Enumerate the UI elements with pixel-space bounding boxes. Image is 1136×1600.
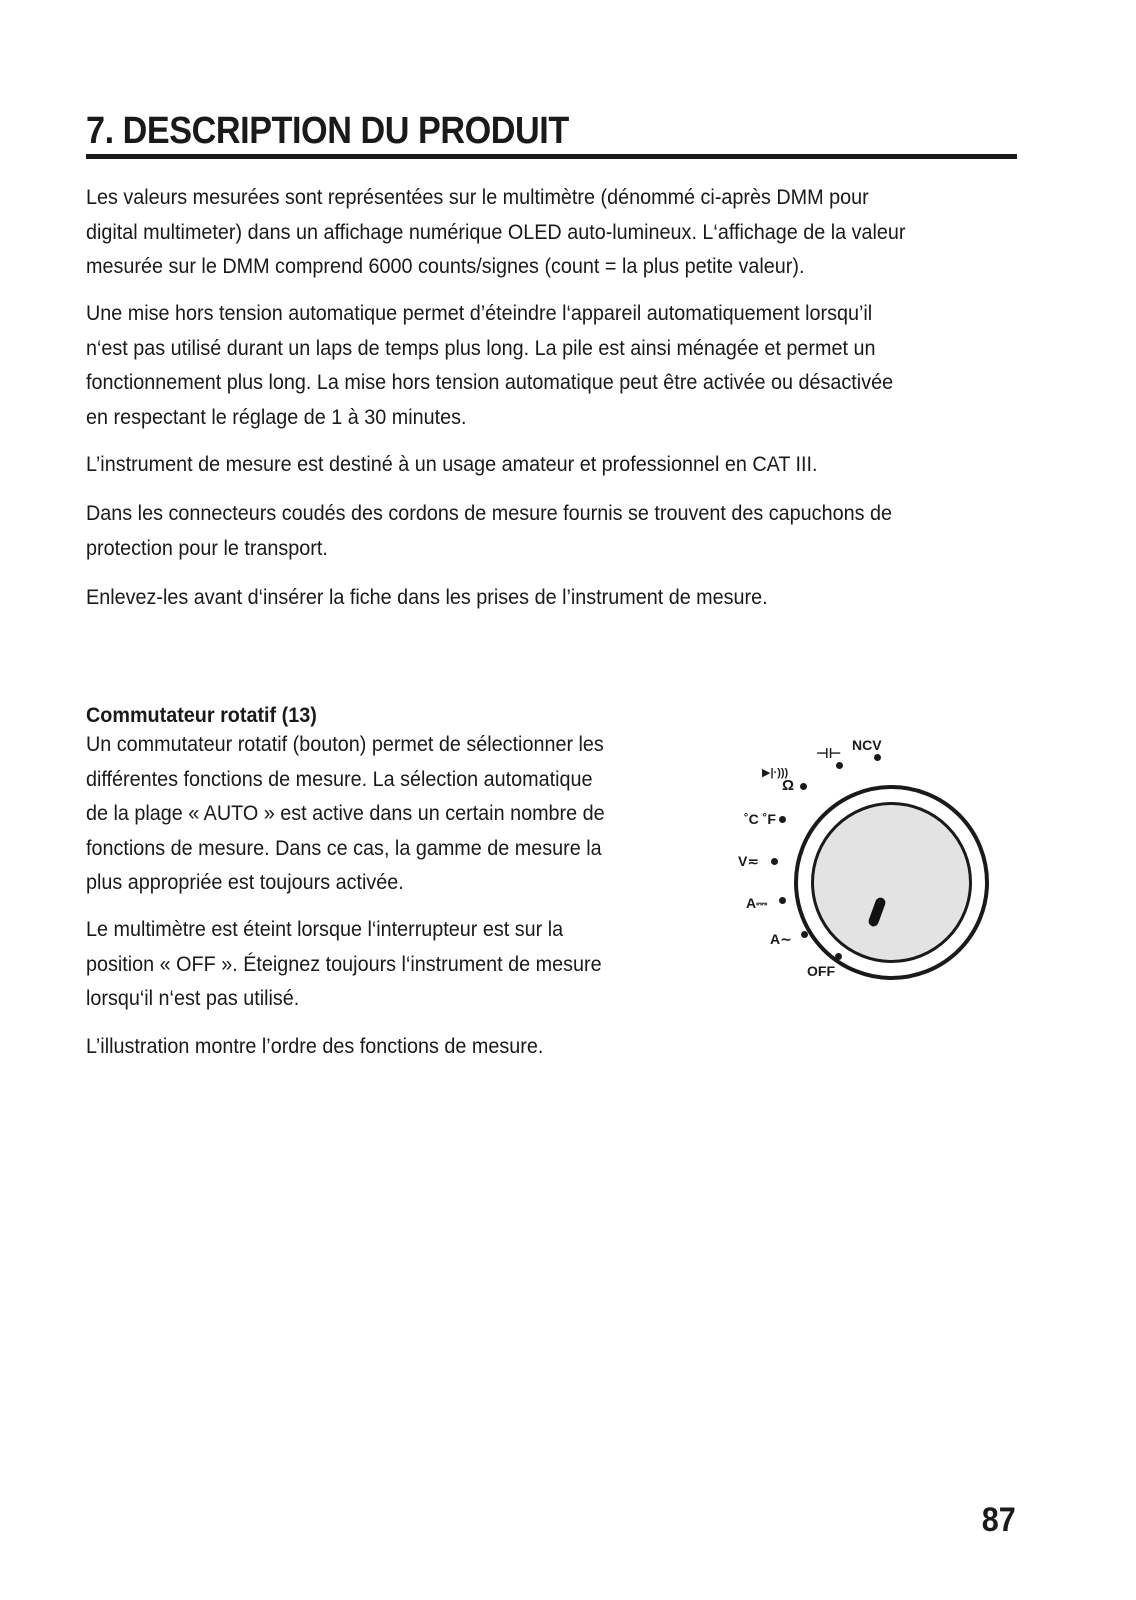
- dial-dot-ohm: [800, 783, 807, 790]
- paragraph-auto-power-off: Une mise hors tension automatique permet d’éteindre l‘appareil automatiquement lorsqu’il n‘est pas utilisé durant un laps de temps plus long. La pile est ainsi ménagée et permet un fonctionnement plus long. La mise hors tension automatique peut être activée ou désactivée en respectant le réglage de 1 à 30 minutes.: [86, 301, 894, 429]
- rotary-switch-illustration: [738, 737, 1014, 1005]
- dial-dot-off: [835, 953, 842, 960]
- dial-dot-volt: [771, 858, 778, 865]
- capacitor-icon: ⊣⊢: [816, 745, 842, 761]
- amp-ac-label: A∼: [770, 931, 792, 947]
- paragraph-display: Les valeurs mesurées sont représentées sur le multimètre (dénommé ci-après DMM pour digital multimeter) dans un affichage numérique OLED auto-lumineux. L‘affichage de la valeur mesurée sur le DMM comprend 6000 counts/signes (count = la plus petite valeur).: [86, 185, 906, 278]
- off-label: OFF: [807, 963, 835, 979]
- page-title: 7. DESCRIPTION DU PRODUIT: [86, 110, 569, 152]
- dial-dot-capacitance: [836, 762, 843, 769]
- dial-dot-ncv: [874, 754, 881, 761]
- paragraph-off-position: Le multimètre est éteint lorsque l‘interrupteur est sur la position « OFF ». Éteignez toujours l‘instrument de mesure lorsqu‘il n‘est pas utilisé.: [86, 917, 602, 1010]
- rotary-switch-heading: Commutateur rotatif (13): [86, 703, 317, 727]
- dial-label-ncv: NCV: [852, 737, 882, 753]
- paragraph-illustration-note: L’illustration montre l’ordre des fonctions de mesure.: [86, 1034, 544, 1058]
- paragraph-cat-rating: L’instrument de mesure est destiné à un usage amateur et professionnel en CAT III.: [86, 452, 818, 476]
- dial-knob: [811, 802, 972, 963]
- paragraph-remove-caps: Enlevez-les avant d‘insérer la fiche dans les prises de l’instrument de mesure.: [86, 585, 768, 609]
- dial-dot-amp-dc: [779, 897, 786, 904]
- title-underline: [86, 154, 1017, 159]
- volt-label: V≂: [738, 853, 760, 869]
- dial-dot-temperature: [779, 816, 786, 823]
- dial-dot-amp-ac: [801, 931, 808, 938]
- page-number: 87: [981, 1501, 1016, 1539]
- ohm-icon: Ω: [782, 777, 795, 794]
- paragraph-rotary-switch: Un commutateur rotatif (bouton) permet de sélectionner les différentes fonctions de mesure. La sélection automatique de la plage « AUTO » est active dans un certain nombre de fonctions de mesure. Dans ce cas, la gamme de mesure la plus appropriée est toujours activée.: [86, 732, 605, 894]
- temperature-label: ˚C ˚F: [744, 811, 776, 827]
- paragraph-protective-caps: Dans les connecteurs coudés des cordons de mesure fournis se trouvent des capuchons de protection pour le transport.: [86, 501, 892, 560]
- diode-continuity-icon: ▶|·))): [762, 767, 789, 779]
- amp-dc-label: A⎓: [746, 895, 768, 911]
